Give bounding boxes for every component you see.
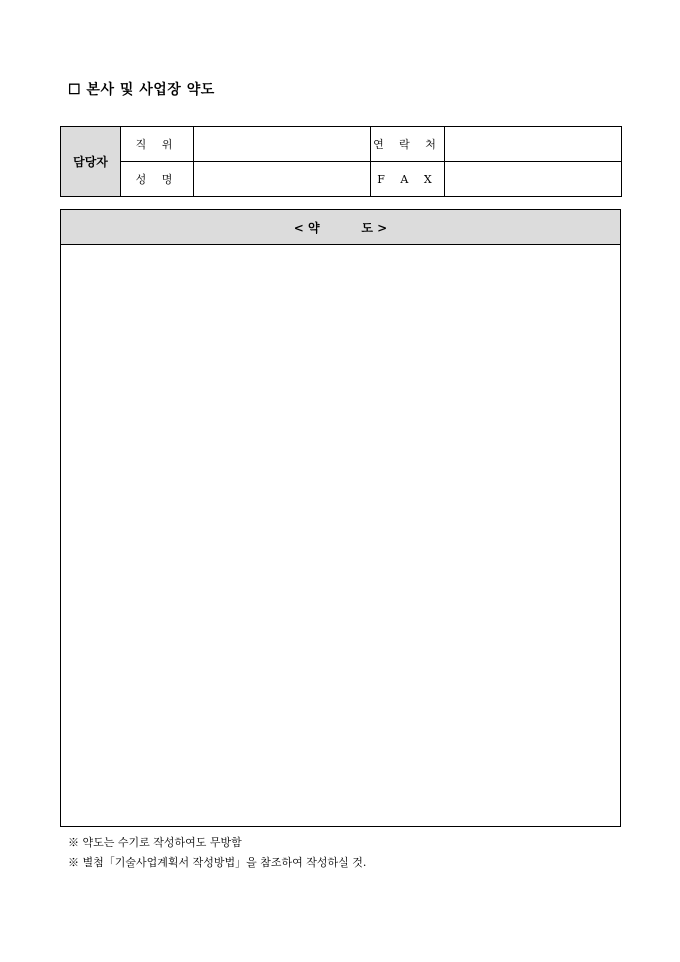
map-sketch-box (60, 209, 621, 827)
name-label: 성 명 (121, 162, 194, 197)
map-sketch-area[interactable] (61, 245, 620, 826)
contact-person-header: 담당자 (61, 127, 121, 197)
page-title: ☐ 본사 및 사업장 약도 (68, 82, 215, 98)
phone-label: 연 락 처 (371, 127, 445, 162)
note-handwritten-ok: ※ 약도는 수기로 작성하여도 무방함 (68, 836, 242, 849)
map-sketch-header: < 약 도 > (61, 210, 620, 245)
table-row (61, 162, 622, 197)
phone-field[interactable] (445, 127, 622, 162)
notes (68, 833, 366, 873)
position-label: 직 위 (121, 127, 194, 162)
note-see-guide: ※ 별첨「기술사업계획서 작성방법」을 참조하여 작성하실 것. (68, 856, 367, 869)
position-field[interactable] (194, 127, 371, 162)
table-row (61, 127, 622, 162)
name-field[interactable] (194, 162, 371, 197)
fax-field[interactable] (445, 162, 622, 197)
contact-table (60, 126, 622, 197)
fax-label: F A X (371, 162, 445, 197)
